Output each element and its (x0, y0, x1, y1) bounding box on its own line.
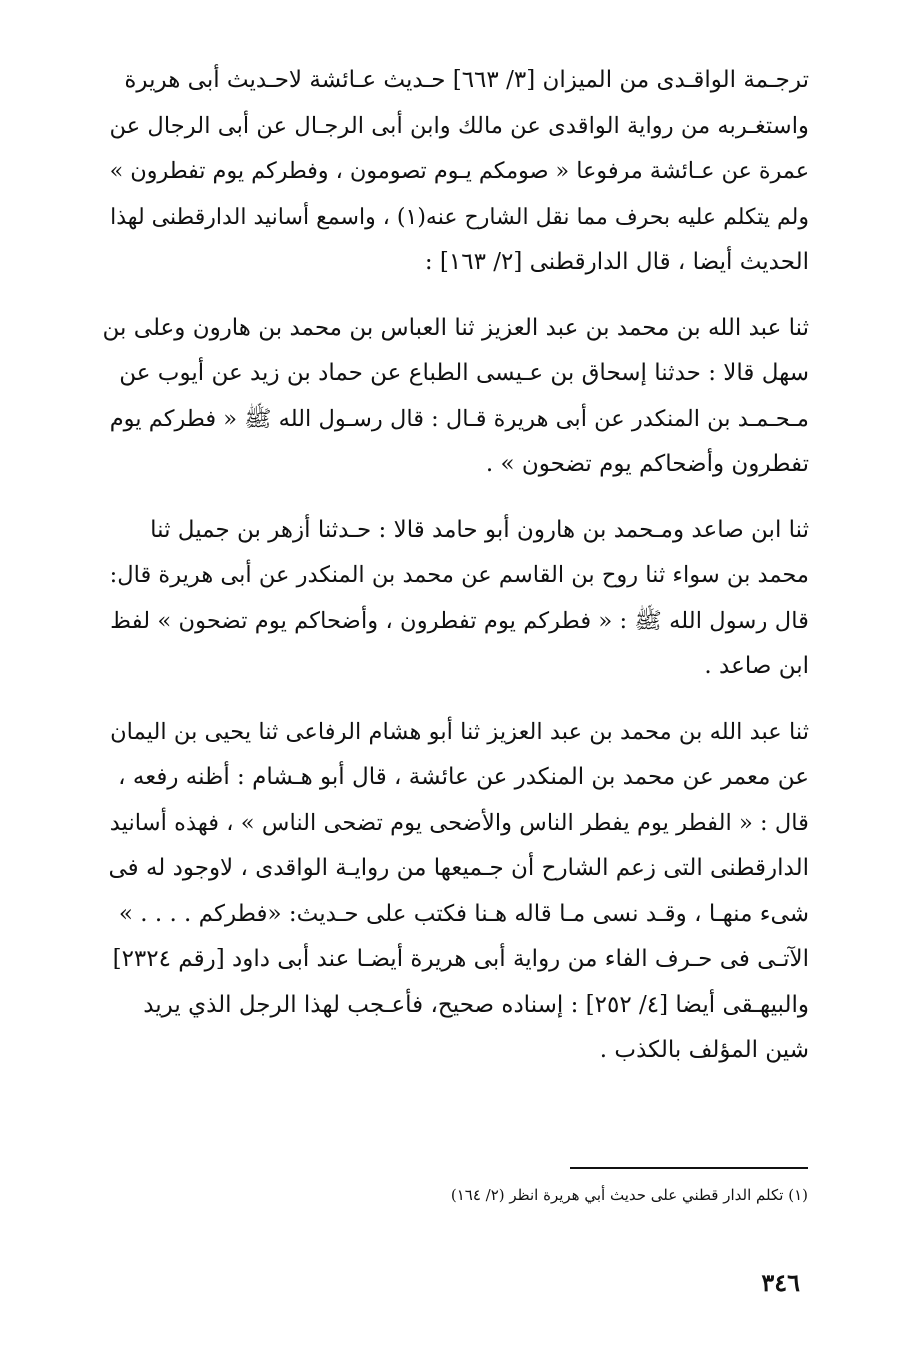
page-body (103, 58, 809, 1094)
text-line: ابن صاعد . (704, 653, 809, 679)
text-line: ثنا ابن صاعد ومـحمد بن هارون أبو حامد قالا : حـدثنا أزهر بن جميل ثنا (150, 516, 809, 543)
text-line: ثنا عبد الله بن محمد بن عبد العزيز ثنا العباس بن محمد بن هارون وعلى بن (102, 314, 809, 341)
text-line: محمد بن سواء ثنا روح بن القاسم عن محمد بن المنكدر عن أبى هريرة قال: (109, 562, 809, 588)
text-line: ولم يتكلم عليه بحرف مما نقل الشارح عنه(١) ، واسمع أسانيد الدارقطنى لهذا (110, 204, 809, 230)
text-line: مـحـمـد بن المنكدر عن أبى هريرة قـال : قال رسـول الله ﷺ « فطركم يوم (109, 405, 809, 432)
paragraph-isnad-2 (103, 508, 809, 690)
text-line: سهل قالا : حدثنا إسحاق بن عـيسى الطباع عن حماد بن زيد عن أيوب عن (119, 360, 809, 386)
text-line: عمرة عن عـائشة مرفوعا « صومكم يـوم تصومون ، وفطركم يوم تفطرون » (109, 158, 809, 184)
text-line: شىء منهـا ، وقـد نسى مـا قاله هـنا فكتب على حـديث: «فطركم . . . . » (118, 900, 809, 927)
text-line: قال : « الفطر يوم يفطر الناس والأضحى يوم تضحى الناس » ، فهذه أسانيد (109, 809, 809, 836)
text-line: تفطرون وأضحاكم يوم تضحون » . (485, 451, 809, 477)
text-line: ثنا عبد الله بن محمد بن عبد العزيز ثنا أبو هشام الرفاعى ثنا يحيى بن اليمان (110, 718, 809, 745)
footnote-separator (570, 1167, 808, 1169)
text-line: عن معمر عن محمد بن المنكدر عن عائشة ، قال أبو هـشام : أظنه رفعه ، (118, 764, 809, 790)
text-line: الحديث أيضا ، قال الدارقطنى [٢/ ١٦٣] : (424, 249, 809, 275)
text-line: قال رسول الله ﷺ : « فطركم يوم تفطرون ، وأضحاكم يوم تضحون » لفظ (110, 607, 809, 634)
paragraph-isnad-3 (103, 710, 809, 1074)
paragraph-waqidi-translation (103, 58, 809, 286)
text-line: والبيهـقى أيضا [٤/ ٢٥٢] : إسناده صحيح، فأعـجب لهذا الرجل الذي يريد (143, 991, 809, 1018)
text-line: الدارقطنى التى زعم الشارح أن جـميعها من روايـة الواقدى ، لاوجود له فى (108, 855, 809, 881)
text-line: ترجـمة الواقـدى من الميزان [٣/ ٦٦٣] حـديث عـائشة لاحـديث أبى هريرة (124, 67, 809, 93)
text-line: واستغـربه من رواية الواقدى عن مالك وابن أبى الرجـال عن أبى الرجال عن (109, 112, 809, 139)
text-line: شين المؤلف بالكذب . (599, 1037, 809, 1063)
paragraph-isnad-1 (103, 306, 809, 488)
text-line: الآتـى فى حـرف الفاء من رواية أبى هريرة أيضـا عند أبى داود [رقم ٢٣٢٤] (112, 946, 809, 972)
footnote: (١) تكلم الدار قطني على حديث أبي هريرة انظر (٢/ ١٦٤) (450, 1186, 808, 1204)
page-number: ٣٤٦ (761, 1268, 800, 1297)
